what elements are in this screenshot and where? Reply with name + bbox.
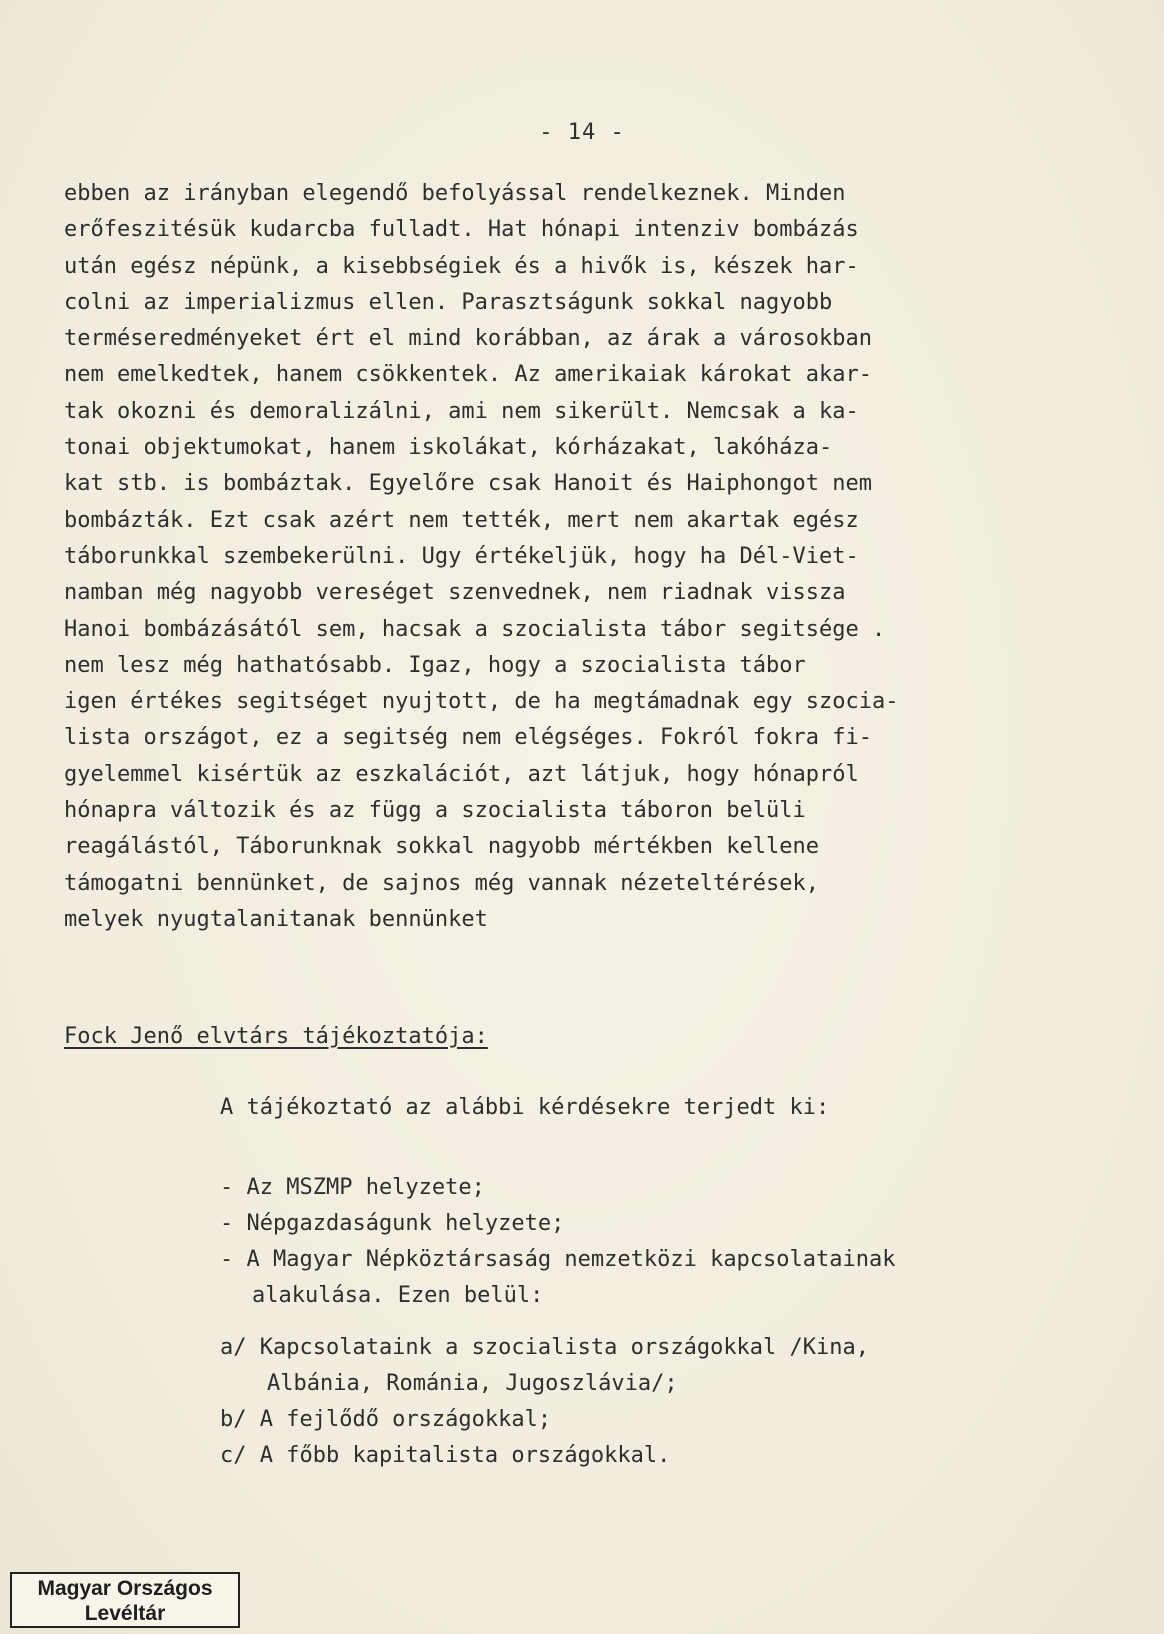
paragraph-line: nem lesz még hathatósabb. Igaz, hogy a szocialista tábor (64, 652, 806, 678)
paragraph-line: terméseredményeket ért el mind korábban, az árak a városokban (64, 326, 872, 352)
paragraph-line: Hanoi bombázásától sem, hacsak a szocialista tábor segitsége . (64, 616, 886, 642)
archive-stamp (10, 1572, 240, 1628)
paragraph-line: reagálástól, Táborunknak sokkal nagyobb mértékben kellene (64, 834, 819, 860)
paragraph-line: táborunkkal szembekerülni. Ugy értékeljük, hogy ha Dél-Viet- (64, 543, 859, 569)
intro-sentence: A tájékoztató az alábbi kérdésekre terjedt ki: (220, 1095, 830, 1120)
paragraph-line: igen értékes segitséget nyujtott, de ha megtámadnak egy szocia- (64, 689, 899, 715)
paragraph-line: namban még nagyobb vereséget szenvednek, nem riadnak vissza (64, 580, 846, 606)
bullet-item: - Az MSZMP helyzete; (220, 1175, 485, 1200)
sub-item: a/ Kapcsolataink a szocialista országokkal /Kina, (220, 1335, 870, 1360)
stamp-line: Magyar Országos (37, 1577, 213, 1600)
section-title: Fock Jenő elvtárs tájékoztatója: (64, 1024, 488, 1049)
page-number: - 14 - (539, 120, 625, 145)
paragraph-line: tonai objektumokat, hanem iskolákat, kórházakat, lakóháza- (64, 435, 833, 461)
paragraph-line: colni az imperializmus ellen. Parasztságunk sokkal nagyobb (64, 289, 833, 315)
paragraph-line: gyelemmel kisértük az eszkalációt, azt látjuk, hogy hónapról (64, 761, 859, 787)
paragraph-line: erőfeszitésük kudarcba fulladt. Hat hónapi intenziv bombázás (64, 217, 859, 243)
paragraph-line: ebben az irányban elegendő befolyással rendelkeznek. Minden (64, 181, 846, 206)
sub-item: b/ A fejlődő országokkal; (220, 1407, 552, 1432)
body-paragraph (64, 176, 1124, 938)
paragraph-line: tak okozni és demoralizálni, ami nem sikerült. Nemcsak a ka- (64, 398, 859, 424)
paragraph-line: melyek nyugtalanitanak bennünket (64, 906, 488, 932)
paragraph-line: lista országot, ez a segitség nem elégséges. Fokról fokra fi- (64, 725, 872, 751)
paragraph-line: támogatni bennünket, de sajnos még vannak nézeteltérések, (64, 870, 819, 896)
paragraph-line: hónapra változik és az függ a szocialista táboron belüli (64, 798, 806, 824)
bullet-list (220, 1170, 896, 1314)
paragraph-line: kat stb. is bombáztak. Egyelőre csak Hanoit és Haiphongot nem (64, 471, 872, 497)
paragraph-line: bombázták. Ezt csak azért nem tették, mert nem akartak egész (64, 507, 859, 533)
paragraph-line: nem emelkedtek, hanem csökkentek. Az amerikaiak károkat akar- (64, 362, 872, 388)
paragraph-line: után egész népünk, a kisebbségiek és a hivők is, készek har- (64, 253, 859, 279)
sub-item-continuation: Albánia, Románia, Jugoszlávia/; (267, 1371, 678, 1396)
bullet-item: - Népgazdaságunk helyzete; (220, 1211, 565, 1236)
bullet-item-continuation: alakulása. Ezen belül: (252, 1283, 544, 1308)
sub-item: c/ A főbb kapitalista országokkal. (220, 1443, 671, 1468)
sub-list (220, 1330, 869, 1474)
stamp-line: Levéltár (84, 1602, 166, 1625)
bullet-item: - A Magyar Népköztársaság nemzetközi kapcsolatainak (220, 1247, 896, 1272)
